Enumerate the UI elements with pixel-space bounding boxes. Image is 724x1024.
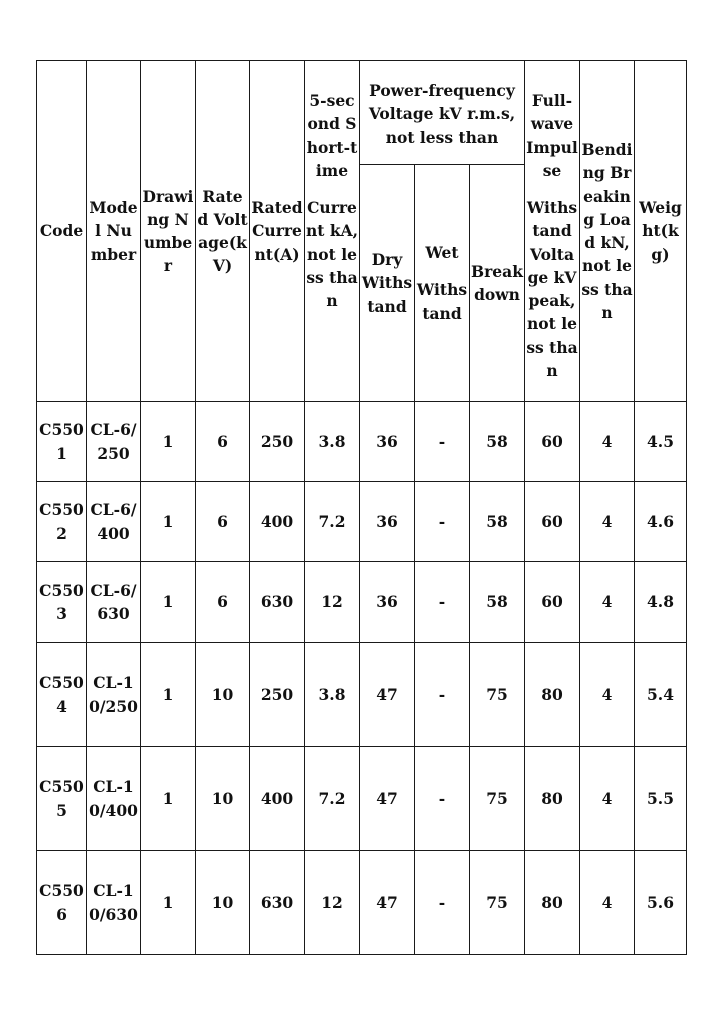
cell-weight: 4.8: [635, 562, 687, 643]
cell-current: 400: [250, 482, 305, 562]
table-row: [37, 747, 687, 851]
cell-dry: 47: [360, 851, 415, 955]
cell-current: 630: [250, 562, 305, 643]
header-impulse-line1: Full-wave Impulse: [526, 91, 578, 180]
cell-drawing: 1: [141, 643, 196, 747]
table-row: [37, 482, 687, 562]
header-code: Code: [37, 61, 87, 402]
cell-short-time: 7.2: [305, 482, 360, 562]
cell-drawing: 1: [141, 851, 196, 955]
cell-voltage: 10: [196, 643, 250, 747]
cell-breakdown: 58: [470, 562, 525, 643]
cell-wet: -: [415, 851, 470, 955]
cell-drawing: 1: [141, 562, 196, 643]
spec-table: [36, 60, 687, 955]
cell-model: CL-10/400: [87, 747, 141, 851]
cell-model: CL-6/250: [87, 402, 141, 482]
header-short-time-current: [305, 61, 360, 402]
cell-voltage: 6: [196, 402, 250, 482]
cell-code: C5506: [37, 851, 87, 955]
cell-breakdown: 75: [470, 643, 525, 747]
cell-dry: 47: [360, 643, 415, 747]
cell-impulse: 60: [525, 562, 580, 643]
header-breakdown: Breakdown: [470, 165, 525, 402]
cell-impulse: 80: [525, 747, 580, 851]
header-wet-line1: Wet: [425, 243, 459, 263]
header-rated-current: Rated Current(A): [250, 61, 305, 402]
cell-dry: 36: [360, 482, 415, 562]
cell-drawing: 1: [141, 747, 196, 851]
cell-drawing: 1: [141, 482, 196, 562]
cell-wet: -: [415, 562, 470, 643]
cell-breakdown: 75: [470, 747, 525, 851]
header-model-number: Model Number: [87, 61, 141, 402]
table-row: [37, 851, 687, 955]
cell-code: C5504: [37, 643, 87, 747]
cell-code: C5501: [37, 402, 87, 482]
cell-breakdown: 75: [470, 851, 525, 955]
cell-model: CL-6/630: [87, 562, 141, 643]
header-drawing-number: Drawing Number: [141, 61, 196, 402]
cell-dry: 47: [360, 747, 415, 851]
cell-short-time: 12: [305, 851, 360, 955]
cell-breakdown: 58: [470, 482, 525, 562]
cell-bending: 4: [580, 562, 635, 643]
header-bending-breaking-load: Bending Breaking Load kN, not less than: [580, 61, 635, 402]
cell-short-time: 12: [305, 562, 360, 643]
cell-wet: -: [415, 402, 470, 482]
cell-code: C5505: [37, 747, 87, 851]
cell-model: CL-10/630: [87, 851, 141, 955]
table-row: [37, 643, 687, 747]
cell-model: CL-10/250: [87, 643, 141, 747]
cell-wet: -: [415, 482, 470, 562]
header-row-1: [37, 61, 687, 165]
cell-model: CL-6/400: [87, 482, 141, 562]
cell-short-time: 3.8: [305, 402, 360, 482]
cell-voltage: 6: [196, 482, 250, 562]
cell-wet: -: [415, 747, 470, 851]
cell-current: 250: [250, 402, 305, 482]
cell-drawing: 1: [141, 402, 196, 482]
cell-weight: 5.4: [635, 643, 687, 747]
cell-voltage: 10: [196, 747, 250, 851]
header-full-wave-impulse: [525, 61, 580, 402]
cell-current: 400: [250, 747, 305, 851]
table-row: [37, 402, 687, 482]
cell-dry: 36: [360, 562, 415, 643]
cell-current: 250: [250, 643, 305, 747]
cell-bending: 4: [580, 747, 635, 851]
cell-current: 630: [250, 851, 305, 955]
header-impulse-line2: Withstand Voltage kV peak, not less than: [526, 198, 578, 380]
header-rated-voltage: Rated Voltage(kV): [196, 61, 250, 402]
cell-breakdown: 58: [470, 402, 525, 482]
cell-short-time: 7.2: [305, 747, 360, 851]
cell-dry: 36: [360, 402, 415, 482]
cell-weight: 5.6: [635, 851, 687, 955]
cell-impulse: 60: [525, 482, 580, 562]
cell-wet: -: [415, 643, 470, 747]
header-weight: Weight(kg): [635, 61, 687, 402]
cell-weight: 4.5: [635, 402, 687, 482]
cell-weight: 4.6: [635, 482, 687, 562]
cell-voltage: 6: [196, 562, 250, 643]
cell-bending: 4: [580, 643, 635, 747]
cell-impulse: 80: [525, 851, 580, 955]
cell-voltage: 10: [196, 851, 250, 955]
header-short-time-line2: Current kA, not less than: [306, 198, 358, 310]
cell-code: C5502: [37, 482, 87, 562]
cell-short-time: 3.8: [305, 643, 360, 747]
cell-bending: 4: [580, 402, 635, 482]
header-dry-withstand: Dry Withstand: [360, 165, 415, 402]
header-power-frequency: Power-frequency Voltage kV r.m.s, not less than: [360, 61, 525, 165]
cell-code: C5503: [37, 562, 87, 643]
header-short-time-line1: 5-second Short-time: [306, 91, 358, 180]
cell-impulse: 80: [525, 643, 580, 747]
table-row: [37, 562, 687, 643]
cell-impulse: 60: [525, 402, 580, 482]
cell-bending: 4: [580, 482, 635, 562]
header-wet-withstand: [415, 165, 470, 402]
cell-bending: 4: [580, 851, 635, 955]
header-wet-line2: Withstand: [416, 280, 468, 323]
cell-weight: 5.5: [635, 747, 687, 851]
